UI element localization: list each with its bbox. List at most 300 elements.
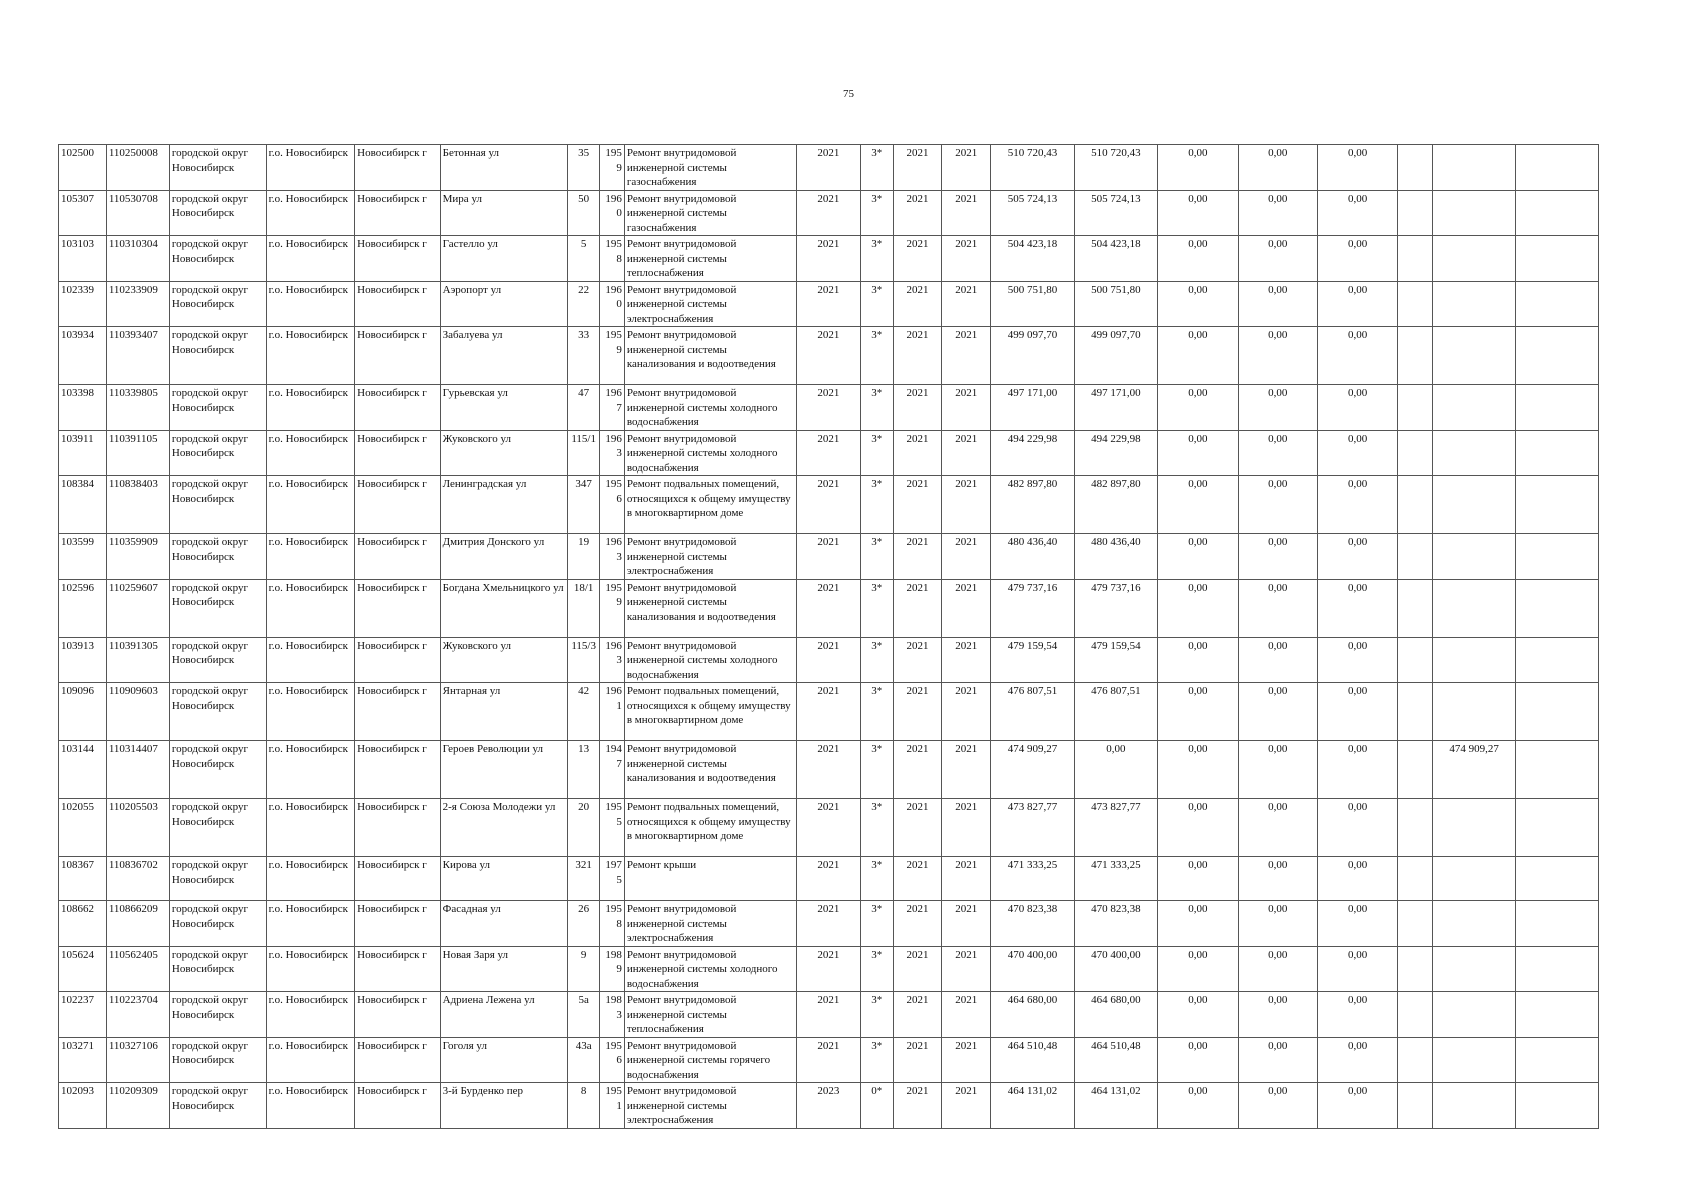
cell-house: 8: [567, 1083, 600, 1129]
cell-work-type: Ремонт внутридомовой инженерной системы холодного водоснабжения: [624, 430, 796, 476]
cell-city: Новосибирск г: [355, 327, 440, 385]
cell-owners-funds: [1398, 430, 1433, 476]
table-row: [59, 741, 1599, 799]
cell-house: 20: [567, 799, 600, 857]
cell-budget-federal: 0,00: [1158, 992, 1238, 1038]
cell-budget-federal: 0,00: [1158, 145, 1238, 191]
cell-other-funds: [1432, 430, 1515, 476]
cell-budget-federal: 0,00: [1158, 857, 1238, 901]
cell-end-year: 2021: [942, 946, 991, 992]
cell-budget-regional: 0,00: [1238, 946, 1317, 992]
cell-id: 108367: [59, 857, 107, 901]
cell-fund-cost: 471 333,25: [1074, 857, 1157, 901]
cell-category: 3*: [860, 992, 893, 1038]
cell-street: Гоголя ул: [440, 1037, 567, 1083]
cell-year-built: 1975: [600, 857, 624, 901]
cell-id: 103911: [59, 430, 107, 476]
cell-street: Забалуева ул: [440, 327, 567, 385]
cell-extra: [1516, 683, 1599, 741]
cell-budget-regional: 0,00: [1238, 145, 1317, 191]
cell-municipality: г.о. Новосибирск: [266, 1083, 355, 1129]
cell-house: 5: [567, 236, 600, 282]
cell-district: городской округ Новосибирск: [169, 1083, 266, 1129]
cell-extra: [1516, 637, 1599, 683]
cell-district: городской округ Новосибирск: [169, 1037, 266, 1083]
cell-street: Богдана Хмельницкого ул: [440, 579, 567, 637]
cell-municipality: г.о. Новосибирск: [266, 430, 355, 476]
cell-budget-federal: 0,00: [1158, 1083, 1238, 1129]
cell-code: 110391105: [106, 430, 169, 476]
cell-other-funds: [1432, 145, 1515, 191]
cell-category: 3*: [860, 236, 893, 282]
cell-city: Новосибирск г: [355, 992, 440, 1038]
cell-budget-regional: 0,00: [1238, 637, 1317, 683]
cell-district: городской округ Новосибирск: [169, 579, 266, 637]
cell-plan-year: 2021: [796, 385, 860, 431]
cell-budget-federal: 0,00: [1158, 327, 1238, 385]
cell-budget-local: 0,00: [1317, 683, 1397, 741]
cell-plan-year: 2021: [796, 327, 860, 385]
cell-end-year: 2021: [942, 1083, 991, 1129]
cell-extra: [1516, 901, 1599, 947]
cell-year-built: 1963: [600, 637, 624, 683]
cell-other-funds: [1432, 579, 1515, 637]
cell-budget-local: 0,00: [1317, 430, 1397, 476]
cell-budget-federal: 0,00: [1158, 1037, 1238, 1083]
cell-fund-cost: 464 510,48: [1074, 1037, 1157, 1083]
cell-category: 3*: [860, 946, 893, 992]
cell-category: 3*: [860, 901, 893, 947]
cell-district: городской округ Новосибирск: [169, 236, 266, 282]
cell-city: Новосибирск г: [355, 799, 440, 857]
cell-work-type: Ремонт внутридомовой инженерной системы горячего водоснабжения: [624, 1037, 796, 1083]
cell-street: Жуковского ул: [440, 637, 567, 683]
cell-city: Новосибирск г: [355, 683, 440, 741]
cell-municipality: г.о. Новосибирск: [266, 327, 355, 385]
cell-street: 3-й Бурденко пер: [440, 1083, 567, 1129]
cell-category: 3*: [860, 145, 893, 191]
cell-start-year: 2021: [893, 281, 942, 327]
table-row: [59, 901, 1599, 947]
cell-start-year: 2021: [893, 799, 942, 857]
cell-code: 110909603: [106, 683, 169, 741]
cell-budget-local: 0,00: [1317, 1037, 1397, 1083]
page-number: 75: [843, 88, 854, 100]
cell-fund-cost: 499 097,70: [1074, 327, 1157, 385]
cell-house: 47: [567, 385, 600, 431]
cell-budget-regional: 0,00: [1238, 236, 1317, 282]
cell-house: 18/1: [567, 579, 600, 637]
cell-year-built: 1967: [600, 385, 624, 431]
cell-budget-federal: 0,00: [1158, 901, 1238, 947]
cell-extra: [1516, 579, 1599, 637]
cell-category: 0*: [860, 1083, 893, 1129]
cell-fund-cost: 510 720,43: [1074, 145, 1157, 191]
cell-municipality: г.о. Новосибирск: [266, 857, 355, 901]
cell-municipality: г.о. Новосибирск: [266, 683, 355, 741]
cell-category: 3*: [860, 683, 893, 741]
cell-work-type: Ремонт внутридомовой инженерной системы электроснабжения: [624, 1083, 796, 1129]
cell-end-year: 2021: [942, 385, 991, 431]
cell-end-year: 2021: [942, 236, 991, 282]
cell-budget-regional: 0,00: [1238, 1083, 1317, 1129]
cell-code: 110866209: [106, 901, 169, 947]
cell-code: 110314407: [106, 741, 169, 799]
cell-municipality: г.о. Новосибирск: [266, 992, 355, 1038]
cell-city: Новосибирск г: [355, 281, 440, 327]
cell-extra: [1516, 992, 1599, 1038]
cell-budget-local: 0,00: [1317, 476, 1397, 534]
cell-owners-funds: [1398, 476, 1433, 534]
cell-house: 321: [567, 857, 600, 901]
cell-end-year: 2021: [942, 476, 991, 534]
cell-end-year: 2021: [942, 637, 991, 683]
cell-fund-cost: 482 897,80: [1074, 476, 1157, 534]
cell-code: 110359909: [106, 534, 169, 580]
cell-budget-local: 0,00: [1317, 385, 1397, 431]
cell-end-year: 2021: [942, 281, 991, 327]
cell-street: Мира ул: [440, 190, 567, 236]
cell-start-year: 2021: [893, 385, 942, 431]
cell-street: Гурьевская ул: [440, 385, 567, 431]
cell-start-year: 2021: [893, 1037, 942, 1083]
cell-owners-funds: [1398, 236, 1433, 282]
cell-municipality: г.о. Новосибирск: [266, 476, 355, 534]
cell-work-type: Ремонт подвальных помещений, относящихся к общему имуществу в многоквартирном доме: [624, 799, 796, 857]
cell-budget-federal: 0,00: [1158, 799, 1238, 857]
cell-code: 110233909: [106, 281, 169, 327]
cell-work-type: Ремонт внутридомовой инженерной системы электроснабжения: [624, 901, 796, 947]
cell-budget-federal: 0,00: [1158, 430, 1238, 476]
cell-extra: [1516, 857, 1599, 901]
cell-year-built: 1951: [600, 1083, 624, 1129]
cell-budget-regional: 0,00: [1238, 190, 1317, 236]
cell-total-cost: 464 510,48: [991, 1037, 1074, 1083]
table-row: [59, 534, 1599, 580]
cell-fund-cost: 476 807,51: [1074, 683, 1157, 741]
cell-fund-cost: 479 159,54: [1074, 637, 1157, 683]
table-row: [59, 992, 1599, 1038]
cell-total-cost: 470 823,38: [991, 901, 1074, 947]
cell-budget-federal: 0,00: [1158, 946, 1238, 992]
cell-id: 103398: [59, 385, 107, 431]
cell-budget-local: 0,00: [1317, 1083, 1397, 1129]
cell-other-funds: [1432, 901, 1515, 947]
cell-plan-year: 2021: [796, 281, 860, 327]
cell-total-cost: 505 724,13: [991, 190, 1074, 236]
cell-house: 35: [567, 145, 600, 191]
cell-street: Кирова ул: [440, 857, 567, 901]
table-row: [59, 683, 1599, 741]
cell-work-type: Ремонт внутридомовой инженерной системы холодного водоснабжения: [624, 946, 796, 992]
cell-start-year: 2021: [893, 992, 942, 1038]
cell-other-funds: [1432, 281, 1515, 327]
cell-house: 50: [567, 190, 600, 236]
cell-work-type: Ремонт подвальных помещений, относящихся к общему имуществу в многоквартирном доме: [624, 476, 796, 534]
cell-extra: [1516, 946, 1599, 992]
cell-total-cost: 479 159,54: [991, 637, 1074, 683]
cell-end-year: 2021: [942, 799, 991, 857]
cell-fund-cost: 464 131,02: [1074, 1083, 1157, 1129]
cell-category: 3*: [860, 579, 893, 637]
cell-street: Янтарная ул: [440, 683, 567, 741]
cell-plan-year: 2021: [796, 741, 860, 799]
cell-code: 110310304: [106, 236, 169, 282]
cell-end-year: 2021: [942, 1037, 991, 1083]
cell-budget-regional: 0,00: [1238, 534, 1317, 580]
cell-district: городской округ Новосибирск: [169, 385, 266, 431]
cell-budget-local: 0,00: [1317, 534, 1397, 580]
cell-plan-year: 2021: [796, 534, 860, 580]
cell-budget-federal: 0,00: [1158, 476, 1238, 534]
cell-category: 3*: [860, 476, 893, 534]
cell-house: 22: [567, 281, 600, 327]
cell-house: 26: [567, 901, 600, 947]
cell-municipality: г.о. Новосибирск: [266, 190, 355, 236]
cell-plan-year: 2021: [796, 430, 860, 476]
cell-budget-local: 0,00: [1317, 857, 1397, 901]
cell-category: 3*: [860, 1037, 893, 1083]
cell-start-year: 2021: [893, 534, 942, 580]
cell-budget-federal: 0,00: [1158, 534, 1238, 580]
cell-start-year: 2021: [893, 236, 942, 282]
cell-house: 42: [567, 683, 600, 741]
cell-start-year: 2021: [893, 145, 942, 191]
cell-other-funds: [1432, 327, 1515, 385]
cell-district: городской округ Новосибирск: [169, 190, 266, 236]
cell-extra: [1516, 281, 1599, 327]
cell-street: Ленинградская ул: [440, 476, 567, 534]
cell-code: 110259607: [106, 579, 169, 637]
cell-house: 43а: [567, 1037, 600, 1083]
cell-budget-regional: 0,00: [1238, 857, 1317, 901]
cell-category: 3*: [860, 385, 893, 431]
cell-total-cost: 480 436,40: [991, 534, 1074, 580]
cell-municipality: г.о. Новосибирск: [266, 946, 355, 992]
cell-work-type: Ремонт внутридомовой инженерной системы газоснабжения: [624, 145, 796, 191]
cell-street: Адриена Лежена ул: [440, 992, 567, 1038]
cell-budget-local: 0,00: [1317, 190, 1397, 236]
cell-city: Новосибирск г: [355, 946, 440, 992]
cell-total-cost: 500 751,80: [991, 281, 1074, 327]
cell-plan-year: 2021: [796, 992, 860, 1038]
cell-total-cost: 471 333,25: [991, 857, 1074, 901]
cell-code: 110836702: [106, 857, 169, 901]
cell-district: городской округ Новосибирск: [169, 857, 266, 901]
cell-work-type: Ремонт внутридомовой инженерной системы электроснабжения: [624, 281, 796, 327]
cell-city: Новосибирск г: [355, 857, 440, 901]
cell-end-year: 2021: [942, 327, 991, 385]
cell-code: 110250008: [106, 145, 169, 191]
cell-budget-local: 0,00: [1317, 901, 1397, 947]
cell-budget-local: 0,00: [1317, 281, 1397, 327]
cell-owners-funds: [1398, 683, 1433, 741]
cell-id: 102093: [59, 1083, 107, 1129]
cell-id: 102596: [59, 579, 107, 637]
table-row: [59, 190, 1599, 236]
cell-year-built: 1963: [600, 430, 624, 476]
cell-city: Новосибирск г: [355, 190, 440, 236]
cell-owners-funds: [1398, 579, 1433, 637]
cell-municipality: г.о. Новосибирск: [266, 741, 355, 799]
cell-district: городской округ Новосибирск: [169, 534, 266, 580]
cell-total-cost: 482 897,80: [991, 476, 1074, 534]
cell-end-year: 2021: [942, 683, 991, 741]
cell-owners-funds: [1398, 1083, 1433, 1129]
table-row: [59, 799, 1599, 857]
cell-total-cost: 499 097,70: [991, 327, 1074, 385]
table-row: [59, 385, 1599, 431]
cell-id: 103271: [59, 1037, 107, 1083]
cell-other-funds: [1432, 946, 1515, 992]
cell-id: 103913: [59, 637, 107, 683]
table-row: [59, 145, 1599, 191]
cell-plan-year: 2021: [796, 946, 860, 992]
cell-owners-funds: [1398, 534, 1433, 580]
cell-house: 19: [567, 534, 600, 580]
cell-plan-year: 2021: [796, 579, 860, 637]
cell-end-year: 2021: [942, 901, 991, 947]
cell-other-funds: [1432, 992, 1515, 1038]
cell-code: 110391305: [106, 637, 169, 683]
table-body: [59, 145, 1599, 1129]
cell-work-type: Ремонт внутридомовой инженерной системы холодного водоснабжения: [624, 385, 796, 431]
cell-total-cost: 464 131,02: [991, 1083, 1074, 1129]
cell-total-cost: 464 680,00: [991, 992, 1074, 1038]
cell-owners-funds: [1398, 857, 1433, 901]
cell-municipality: г.о. Новосибирск: [266, 579, 355, 637]
cell-house: 347: [567, 476, 600, 534]
cell-year-built: 1959: [600, 327, 624, 385]
cell-plan-year: 2021: [796, 236, 860, 282]
cell-other-funds: [1432, 385, 1515, 431]
cell-year-built: 1956: [600, 476, 624, 534]
cell-end-year: 2021: [942, 992, 991, 1038]
cell-budget-local: 0,00: [1317, 236, 1397, 282]
cell-extra: [1516, 327, 1599, 385]
cell-end-year: 2021: [942, 430, 991, 476]
cell-plan-year: 2021: [796, 857, 860, 901]
cell-id: 103144: [59, 741, 107, 799]
cell-budget-federal: 0,00: [1158, 579, 1238, 637]
cell-district: городской округ Новосибирск: [169, 683, 266, 741]
cell-owners-funds: [1398, 385, 1433, 431]
table-row: [59, 857, 1599, 901]
cell-district: городской округ Новосибирск: [169, 327, 266, 385]
cell-city: Новосибирск г: [355, 741, 440, 799]
cell-start-year: 2021: [893, 430, 942, 476]
cell-owners-funds: [1398, 741, 1433, 799]
table-row: [59, 236, 1599, 282]
cell-city: Новосибирск г: [355, 579, 440, 637]
cell-city: Новосибирск г: [355, 1037, 440, 1083]
cell-id: 105624: [59, 946, 107, 992]
cell-year-built: 1959: [600, 145, 624, 191]
cell-budget-regional: 0,00: [1238, 476, 1317, 534]
cell-budget-local: 0,00: [1317, 741, 1397, 799]
cell-owners-funds: [1398, 327, 1433, 385]
table-row: [59, 579, 1599, 637]
cell-extra: [1516, 1083, 1599, 1129]
cell-other-funds: [1432, 236, 1515, 282]
cell-fund-cost: 500 751,80: [1074, 281, 1157, 327]
cell-start-year: 2021: [893, 857, 942, 901]
cell-extra: [1516, 1037, 1599, 1083]
cell-other-funds: 474 909,27: [1432, 741, 1515, 799]
cell-municipality: г.о. Новосибирск: [266, 799, 355, 857]
cell-budget-regional: 0,00: [1238, 385, 1317, 431]
cell-street: Аэропорт ул: [440, 281, 567, 327]
cell-owners-funds: [1398, 190, 1433, 236]
cell-extra: [1516, 145, 1599, 191]
table-row: [59, 1083, 1599, 1129]
cell-budget-regional: 0,00: [1238, 741, 1317, 799]
cell-house: 33: [567, 327, 600, 385]
cell-city: Новосибирск г: [355, 1083, 440, 1129]
cell-budget-federal: 0,00: [1158, 281, 1238, 327]
cell-total-cost: 479 737,16: [991, 579, 1074, 637]
table-row: [59, 476, 1599, 534]
cell-category: 3*: [860, 637, 893, 683]
cell-district: городской округ Новосибирск: [169, 281, 266, 327]
cell-district: городской округ Новосибирск: [169, 430, 266, 476]
cell-plan-year: 2021: [796, 145, 860, 191]
cell-district: городской округ Новосибирск: [169, 799, 266, 857]
cell-budget-regional: 0,00: [1238, 327, 1317, 385]
cell-municipality: г.о. Новосибирск: [266, 534, 355, 580]
cell-city: Новосибирск г: [355, 145, 440, 191]
cell-total-cost: 473 827,77: [991, 799, 1074, 857]
cell-owners-funds: [1398, 145, 1433, 191]
cell-district: городской округ Новосибирск: [169, 992, 266, 1038]
cell-fund-cost: 464 680,00: [1074, 992, 1157, 1038]
cell-id: 102339: [59, 281, 107, 327]
cell-budget-regional: 0,00: [1238, 901, 1317, 947]
table-row: [59, 281, 1599, 327]
cell-house: 9: [567, 946, 600, 992]
cell-total-cost: 470 400,00: [991, 946, 1074, 992]
cell-id: 105307: [59, 190, 107, 236]
cell-plan-year: 2023: [796, 1083, 860, 1129]
cell-plan-year: 2021: [796, 637, 860, 683]
cell-extra: [1516, 385, 1599, 431]
cell-total-cost: 476 807,51: [991, 683, 1074, 741]
cell-owners-funds: [1398, 946, 1433, 992]
cell-owners-funds: [1398, 901, 1433, 947]
cell-id: 108384: [59, 476, 107, 534]
cell-other-funds: [1432, 683, 1515, 741]
cell-fund-cost: 505 724,13: [1074, 190, 1157, 236]
cell-work-type: Ремонт внутридомовой инженерной системы газоснабжения: [624, 190, 796, 236]
cell-district: городской округ Новосибирск: [169, 637, 266, 683]
cell-municipality: г.о. Новосибирск: [266, 385, 355, 431]
cell-budget-local: 0,00: [1317, 992, 1397, 1038]
cell-code: 110205503: [106, 799, 169, 857]
cell-year-built: 1958: [600, 901, 624, 947]
cell-year-built: 1960: [600, 281, 624, 327]
cell-budget-regional: 0,00: [1238, 683, 1317, 741]
cell-extra: [1516, 741, 1599, 799]
cell-budget-regional: 0,00: [1238, 1037, 1317, 1083]
cell-category: 3*: [860, 534, 893, 580]
cell-municipality: г.о. Новосибирск: [266, 281, 355, 327]
cell-start-year: 2021: [893, 1083, 942, 1129]
cell-fund-cost: 470 823,38: [1074, 901, 1157, 947]
cell-start-year: 2021: [893, 683, 942, 741]
cell-owners-funds: [1398, 992, 1433, 1038]
cell-other-funds: [1432, 799, 1515, 857]
cell-street: Жуковского ул: [440, 430, 567, 476]
